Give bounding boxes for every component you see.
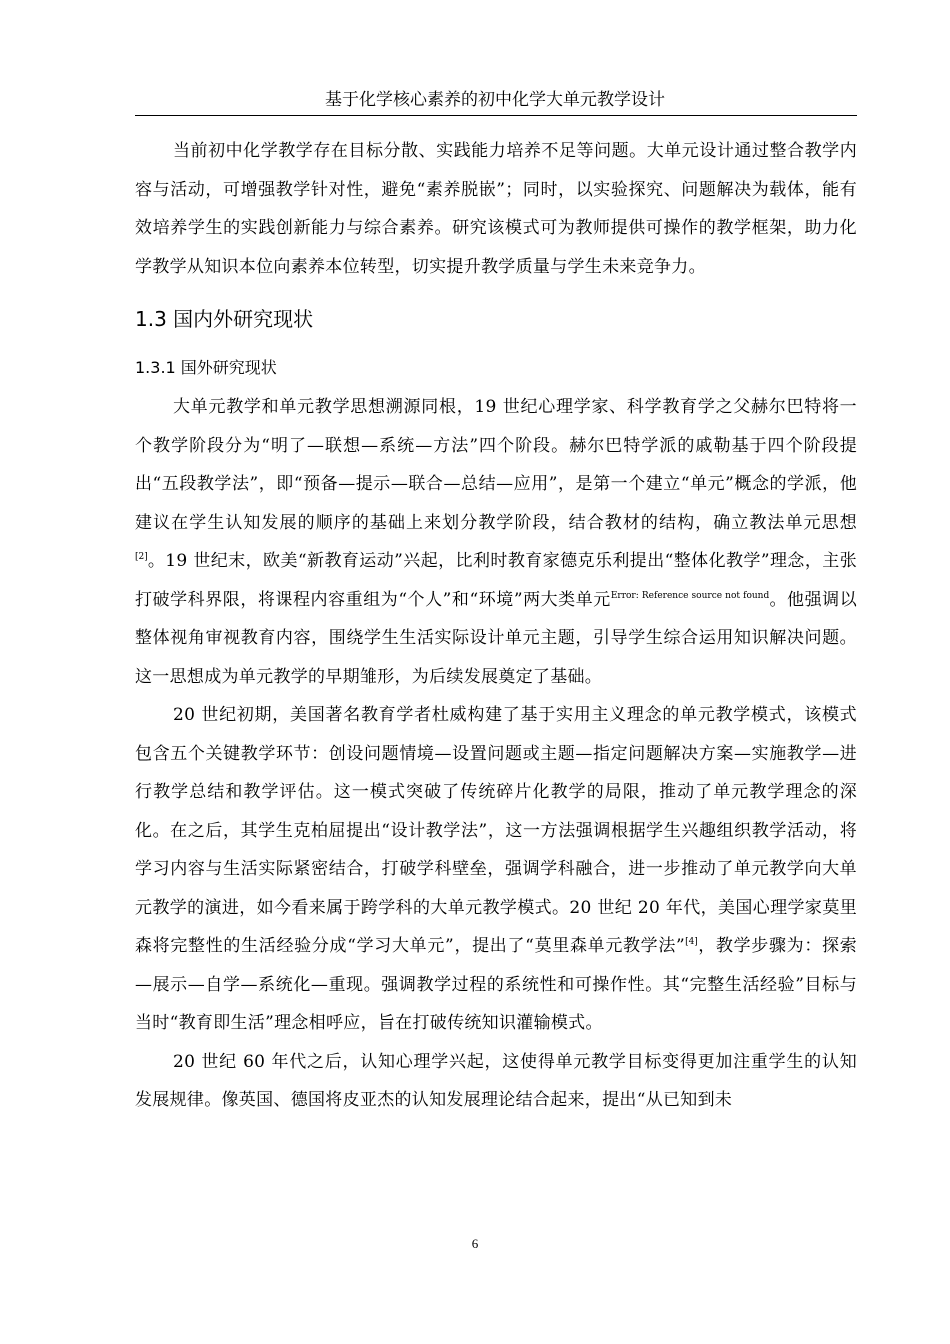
paragraph-3-text-a: 20 世纪初期，美国著名教育学者杜威构建了基于实用主义理念的单元教学模式，该模式包含五个关键教学环节：创设问题情境—设置问题或主题—指定问题解决方案—实施教学—进行教学总结和教学评估。这一模式突破了传统碎片化教学的局限，推动了单元教学理念的深化。在之后，其学生克柏屈提出“设计教学法”，这一方法强调根据学生兴趣组织教学活动，将学习内容与生活实际紧密结合，打破学科壁垒，强调学科融合，进一步推动了单元教学向大单元教学的演进，如今看来属于跨学科的大单元教学模式。20 世纪 20 年代，美国心理学家莫里森将完整性的生活经验分成“学习大单元”，提出了“莫里森单元教学法” <box>135 705 857 956</box>
citation-2: [2] <box>135 552 148 562</box>
paragraph-4: 20 世纪 60 年代之后，认知心理学兴起，这使得单元教学目标变得更加注重学生的认知发展规律。像英国、德国将皮亚杰的认知发展理论结合起来，提出“从已知到未 <box>135 1051 857 1110</box>
paragraph-2-text-b: 。19 世纪末，欧美“新教育运动”兴起，比利时教育家德克乐利提出“整体化教学”理念，主张打破学科界限，将课程内容重组为“个人”和“环境”两大类单元 <box>135 551 857 610</box>
citation-4: [4] <box>685 937 698 947</box>
subsection-heading: 1.3.1 国外研究现状 <box>135 358 277 377</box>
paragraph-1: 当前初中化学教学存在目标分散、实践能力培养不足等问题。大单元设计通过整合教学内容与活动，可增强教学针对性，避免“素养脱嵌”；同时，以实验探究、问题解决为载体，能有效培养学生的实践创新能力与综合素养。研究该模式可为教师提供可操作的教学框架，助力化学教学从知识本位向素养本位转型，切实提升教学质量与学生未来竞争力。 <box>135 141 857 277</box>
header-rule <box>135 115 857 116</box>
paragraph-2-text-c: 。他强调以整体视角审视教育内容，围绕学生生活实际设计单元主题，引导学生综合运用知识解决问题。这一思想成为单元教学的早期雏形，为后续发展奠定了基础。 <box>135 589 858 687</box>
page-body <box>135 132 857 1120</box>
running-header: 基于化学核心素养的初中化学大单元教学设计 <box>325 90 665 110</box>
paragraph-3-text-b: ，教学步骤为：探索—展示—自学—系统化—重现。强调教学过程的系统性和可操作性。其“完整生活经验”目标与当时“教育即生活”理念相呼应，旨在打破传统知识灌输模式。 <box>135 936 857 1033</box>
page-number: 6 <box>471 1236 479 1251</box>
citation-error: Error: Reference source not found <box>610 590 770 601</box>
paragraph-2-text-a: 大单元教学和单元教学思想溯源同根，19 世纪心理学家、科学教育学之父赫尔巴特将一个教学阶段分为“明了—联想—系统—方法”四个阶段。赫尔巴特学派的戚勒基于四个阶段提出“五段教学法”，即“预备—提示—联合—总结—应用”，是第一个建立“单元”概念的学派，他建议在学生认知发展的顺序的基础上来划分教学阶段，结合教材的结构，确立教法单元思想 <box>135 397 857 533</box>
paragraph-3 <box>135 696 857 1043</box>
paragraph-2 <box>135 388 857 696</box>
section-heading: 1.3 国内外研究现状 <box>135 307 314 331</box>
